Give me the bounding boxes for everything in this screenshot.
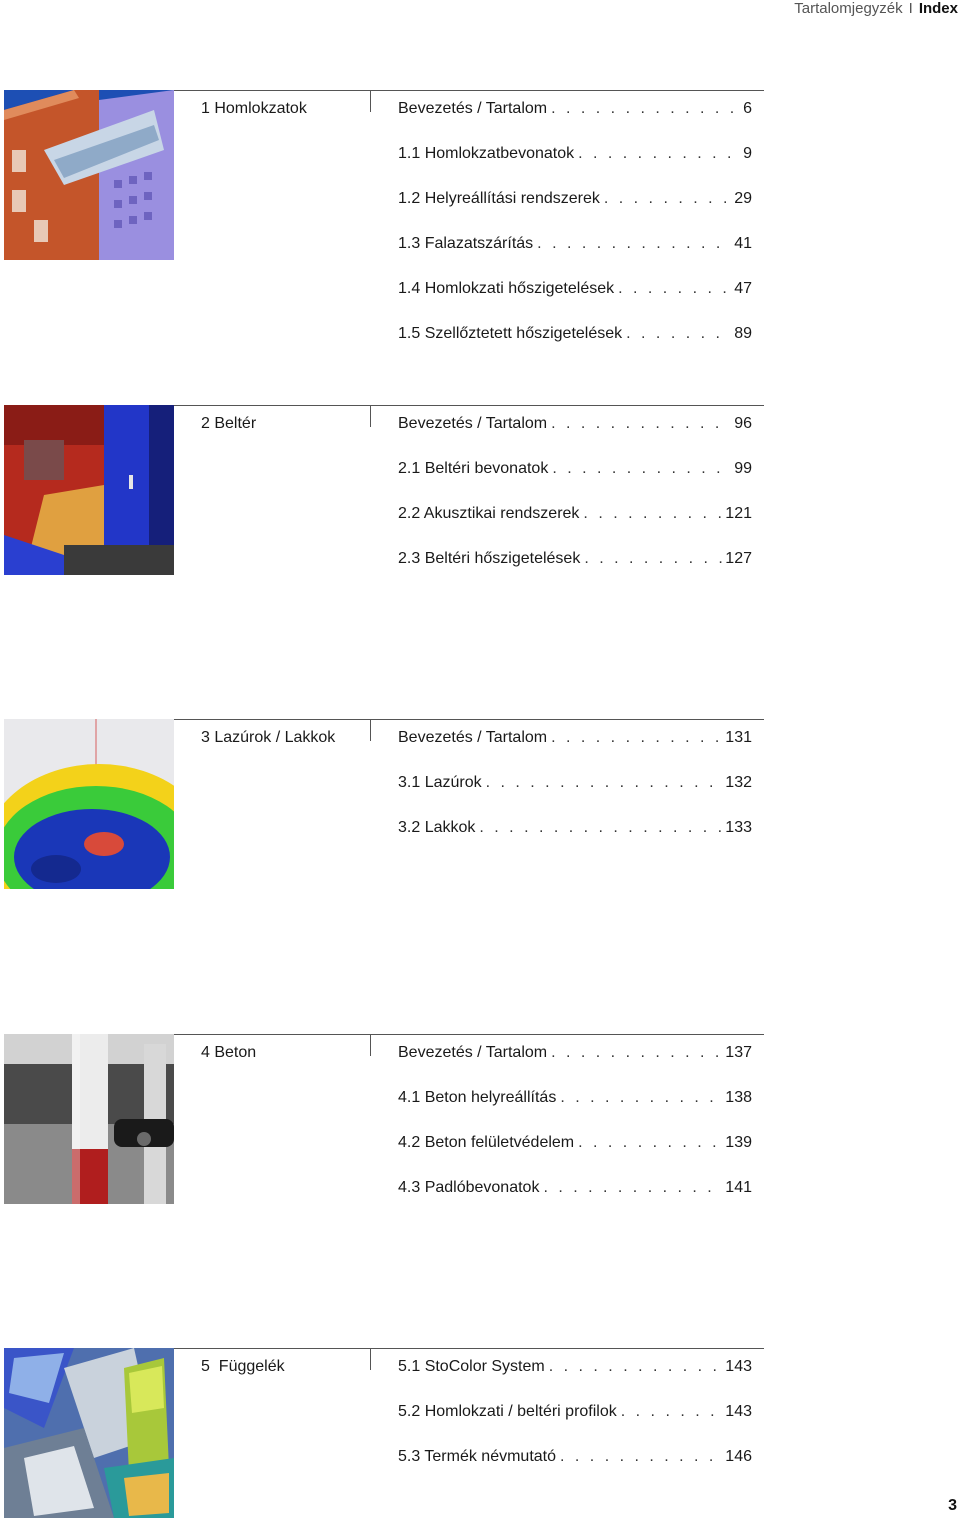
parking-garage-photo (4, 1034, 174, 1204)
toc-entry[interactable] (398, 1403, 752, 1423)
toc-page: 146 (725, 1448, 752, 1465)
toc-page: 137 (725, 1044, 752, 1061)
toc-entry[interactable] (398, 774, 752, 794)
toc-page: 133 (725, 819, 752, 836)
dot-leader (604, 190, 731, 208)
dot-leader (551, 415, 731, 433)
toc-page: 29 (734, 190, 752, 207)
toc-label: 1.2 Helyreállítási rendszerek (398, 190, 600, 207)
toc-label: 3.2 Lakkok (398, 819, 476, 836)
toc-page: 9 (743, 145, 752, 162)
paint-splash-photo (4, 719, 174, 889)
toc-label: 4.3 Padlóbevonatok (398, 1179, 540, 1196)
color-samples-photo (4, 1348, 174, 1518)
toc-page: 99 (734, 460, 752, 477)
dot-leader (551, 1044, 722, 1062)
dot-leader (552, 460, 731, 478)
section-homlokzatok (4, 90, 764, 342)
dot-leader (543, 1179, 722, 1197)
dot-leader (621, 1403, 723, 1421)
toc-label: 3.1 Lazúrok (398, 774, 482, 791)
dot-leader (551, 100, 740, 118)
toc-entry[interactable] (398, 1448, 752, 1468)
section-rule (174, 719, 764, 720)
section-divider (370, 719, 371, 741)
header-index: Index (918, 0, 958, 17)
section-rule (174, 90, 764, 91)
toc-label: 1.4 Homlokzati hőszigetelések (398, 280, 615, 297)
section-rule (174, 405, 764, 406)
running-header (794, 0, 958, 20)
toc-page: 139 (725, 1134, 752, 1151)
header-separator: I (908, 0, 913, 17)
section-divider (370, 90, 371, 112)
toc-entry[interactable] (398, 100, 752, 120)
toc-page: 141 (725, 1179, 752, 1196)
toc-label: Bevezetés / Tartalom (398, 100, 548, 117)
section-title: 3 Lazúrok / Lakkok (201, 729, 336, 746)
page-number: 3 (948, 1497, 957, 1514)
section-lazurok-lakkok (4, 719, 764, 891)
toc-page: 143 (725, 1403, 752, 1420)
toc-page: 132 (725, 774, 752, 791)
section-title: 2 Beltér (201, 415, 257, 432)
toc-entry[interactable] (398, 190, 752, 210)
building-facade-photo (4, 90, 174, 260)
toc-entry[interactable] (398, 145, 752, 165)
toc-label: 5.3 Termék névmutató (398, 1448, 557, 1465)
header-title: Tartalomjegyzék (794, 0, 903, 17)
toc-page: 89 (734, 325, 752, 342)
toc-label: 1.5 Szellőztetett hőszigetelések (398, 325, 623, 342)
dot-leader (551, 729, 722, 747)
toc-entry[interactable] (398, 1044, 752, 1064)
toc-entry[interactable] (398, 415, 752, 435)
toc-label: 4.1 Beton helyreállítás (398, 1089, 557, 1106)
toc-page: 138 (725, 1089, 752, 1106)
toc-entry[interactable] (398, 819, 752, 839)
interior-photo (4, 405, 174, 575)
toc-label: 1.1 Homlokzatbevonatok (398, 145, 575, 162)
dot-leader (618, 280, 731, 298)
dot-leader (583, 505, 722, 523)
toc-page: 131 (725, 729, 752, 746)
dot-leader (578, 1134, 722, 1152)
toc-entry[interactable] (398, 505, 752, 525)
toc-entry[interactable] (398, 460, 752, 480)
section-divider (370, 1348, 371, 1370)
toc-label: 2.3 Beltéri hőszigetelések (398, 550, 581, 567)
toc-label: 1.3 Falazatszárítás (398, 235, 534, 252)
toc-page: 41 (734, 235, 752, 252)
section-belter (4, 405, 764, 577)
toc-page: 6 (743, 100, 752, 117)
dot-leader (537, 235, 731, 253)
section-title: 5 Függelék (201, 1358, 285, 1375)
dot-leader (560, 1089, 722, 1107)
toc-entry[interactable] (398, 1134, 752, 1154)
dot-leader (549, 1358, 723, 1376)
toc-entry[interactable] (398, 729, 752, 749)
toc-label: Bevezetés / Tartalom (398, 415, 548, 432)
toc-label: 2.1 Beltéri bevonatok (398, 460, 549, 477)
toc-page: 96 (734, 415, 752, 432)
toc-page: 47 (734, 280, 752, 297)
toc-entry[interactable] (398, 1358, 752, 1378)
toc-entry[interactable] (398, 280, 752, 300)
toc-label: Bevezetés / Tartalom (398, 1044, 548, 1061)
toc-page: 121 (725, 505, 752, 522)
section-divider (370, 405, 371, 427)
section-title: 1 Homlokzatok (201, 100, 307, 117)
dot-leader (626, 325, 731, 343)
toc-entry[interactable] (398, 1179, 752, 1199)
section-divider (370, 1034, 371, 1056)
toc-label: 5.2 Homlokzati / beltéri profilok (398, 1403, 617, 1420)
toc-label: Bevezetés / Tartalom (398, 729, 548, 746)
toc-entry[interactable] (398, 325, 752, 345)
toc-page: 143 (725, 1358, 752, 1375)
section-rule (174, 1348, 764, 1349)
section-title: 4 Beton (201, 1044, 257, 1061)
toc-entry[interactable] (398, 1089, 752, 1109)
section-rule (174, 1034, 764, 1035)
dot-leader (584, 550, 722, 568)
toc-label: 2.2 Akusztikai rendszerek (398, 505, 580, 522)
toc-label: 5.1 StoColor System (398, 1358, 545, 1375)
toc-page: 127 (725, 550, 752, 567)
dot-leader (479, 819, 722, 837)
section-beton (4, 1034, 764, 1206)
section-fuggelek (4, 1348, 764, 1520)
toc-entry[interactable] (398, 235, 752, 255)
toc-label: 4.2 Beton felületvédelem (398, 1134, 575, 1151)
toc-entry[interactable] (398, 550, 752, 570)
dot-leader (486, 774, 723, 792)
dot-leader (578, 145, 740, 163)
dot-leader (560, 1448, 722, 1466)
